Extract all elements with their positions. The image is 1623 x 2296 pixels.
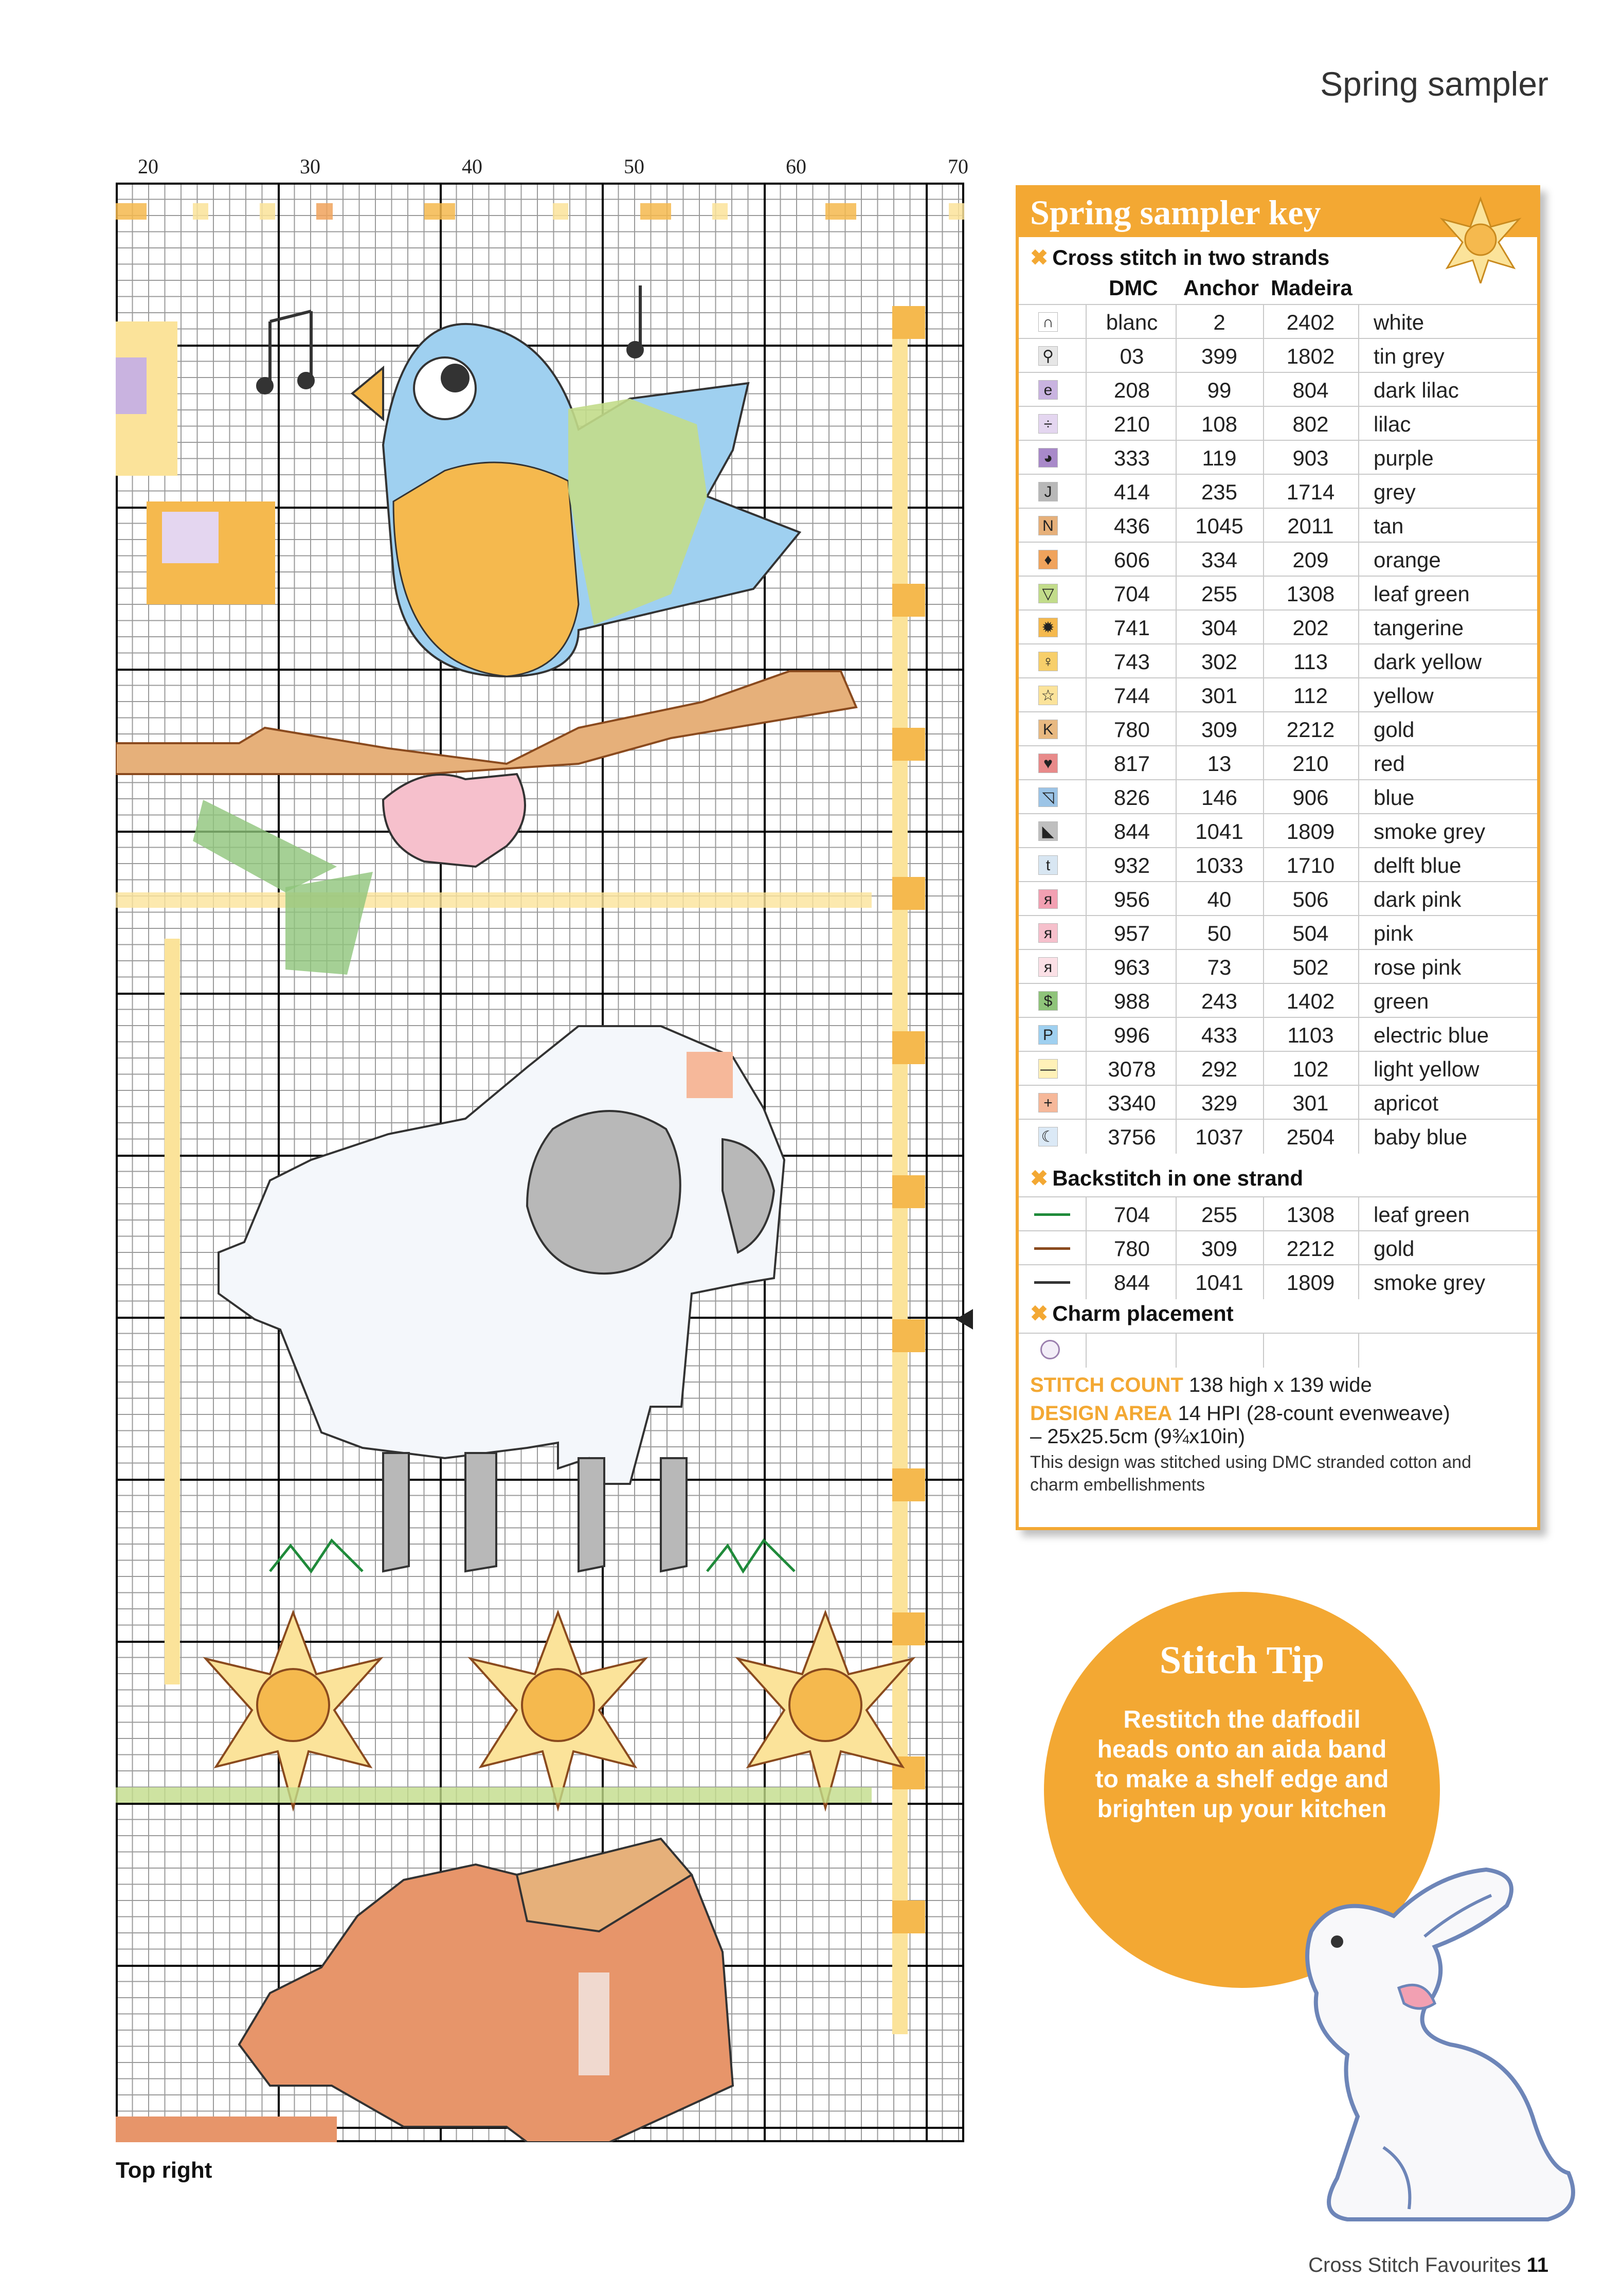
- madeira-code: 1308: [1286, 582, 1335, 606]
- madeira-code: 112: [1293, 684, 1328, 708]
- madeira-code: 802: [1292, 412, 1329, 436]
- key-row: [1019, 949, 1537, 984]
- running-head: Spring sampler: [1320, 65, 1548, 103]
- madeira-code: 2212: [1286, 1236, 1335, 1261]
- colour-name: light yellow: [1374, 1057, 1480, 1081]
- madeira-code: 504: [1292, 921, 1329, 945]
- symbol-icon: J: [1038, 482, 1058, 501]
- colour-name: tan: [1374, 514, 1404, 538]
- madeira-code: 2504: [1286, 1125, 1335, 1149]
- key-row: [1019, 372, 1537, 407]
- dmc-code: 3756: [1108, 1125, 1156, 1149]
- madeira-code: 1809: [1286, 819, 1335, 844]
- daffodil-icon: [1437, 196, 1524, 283]
- column-number: 20: [138, 155, 158, 178]
- backstitch-heading-text: Backstitch in one strand: [1052, 1166, 1303, 1190]
- symbol-icon: —: [1038, 1059, 1058, 1079]
- key-row: [1019, 643, 1537, 678]
- anchor-code: 1037: [1195, 1125, 1243, 1149]
- madeira-code: 903: [1292, 446, 1329, 470]
- dmc-code: 780: [1113, 1236, 1150, 1261]
- symbol-icon: N: [1038, 516, 1058, 535]
- key-row: [1019, 677, 1537, 712]
- key-note: This design was stitched using DMC stranded cotton and charm embellishments: [1030, 1452, 1472, 1495]
- key-row: [1019, 915, 1537, 950]
- anchor-code: 235: [1201, 480, 1238, 504]
- symbol-icon: ∩: [1038, 312, 1058, 332]
- colour-name: orange: [1374, 548, 1441, 572]
- dmc-code: 844: [1113, 819, 1150, 844]
- column-number: 40: [462, 155, 482, 178]
- anchor-code: 73: [1207, 955, 1232, 979]
- charm-icon: [1040, 1340, 1060, 1359]
- madeira-code: 301: [1292, 1091, 1329, 1115]
- key-row: [1019, 304, 1537, 339]
- symbol-icon: $: [1038, 991, 1058, 1011]
- colour-name: blue: [1374, 785, 1415, 810]
- symbol-icon: +: [1038, 1093, 1058, 1113]
- column-number: 60: [786, 155, 806, 178]
- symbol-icon: ◕: [1038, 448, 1058, 468]
- anchor-code: 1045: [1195, 514, 1243, 538]
- anchor-code: 146: [1201, 785, 1238, 810]
- backstitch-row: [1019, 1196, 1537, 1231]
- key-row: [1019, 406, 1537, 441]
- anchor-code: 292: [1201, 1057, 1238, 1081]
- madeira-code: 1802: [1286, 344, 1335, 368]
- colour-name: green: [1374, 989, 1429, 1013]
- colour-name: white: [1374, 310, 1424, 334]
- symbol-icon: ☆: [1038, 686, 1058, 705]
- colour-name: leaf green: [1374, 582, 1470, 606]
- stitch-count: [1030, 1374, 1372, 1397]
- symbol-icon: ÷: [1038, 414, 1058, 434]
- daffodil-row: [206, 1612, 913, 1808]
- col-head-anchor: Anchor: [1183, 276, 1259, 300]
- anchor-code: 50: [1207, 921, 1232, 945]
- colour-name: dark yellow: [1374, 650, 1482, 674]
- anchor-code: 302: [1201, 650, 1238, 674]
- madeira-code: 2011: [1287, 514, 1334, 538]
- colour-name: dark pink: [1374, 887, 1462, 911]
- dmc-code: blanc: [1106, 310, 1158, 334]
- symbol-icon: ⚲: [1038, 346, 1058, 366]
- dmc-code: 3340: [1108, 1091, 1156, 1115]
- column-number: 30: [300, 155, 320, 178]
- madeira-code: 202: [1292, 616, 1329, 640]
- design-area-label: DESIGN AREA: [1030, 1402, 1173, 1425]
- design-area-size: – 25x25.5cm (9¾x10in): [1030, 1425, 1246, 1448]
- dmc-code: 3078: [1108, 1057, 1156, 1081]
- charm-heading-text: Charm placement: [1052, 1301, 1234, 1325]
- anchor-code: 243: [1201, 989, 1238, 1013]
- cross-mark-icon: ✖: [1030, 1166, 1049, 1190]
- madeira-code: 209: [1292, 548, 1329, 572]
- charm-heading: [1030, 1301, 1234, 1326]
- colour-name: electric blue: [1374, 1023, 1489, 1047]
- colour-name: pink: [1374, 921, 1414, 945]
- column-number: 70: [948, 155, 968, 178]
- design-area-value: 14 HPI (28-count evenweave): [1178, 1402, 1450, 1425]
- backstitch-row: [1019, 1264, 1537, 1299]
- colour-name: apricot: [1374, 1091, 1439, 1115]
- key-row: [1019, 440, 1537, 475]
- anchor-code: 309: [1201, 718, 1238, 742]
- folio: [1308, 2254, 1548, 2277]
- dmc-code: 957: [1113, 921, 1150, 945]
- key-row: [1019, 1051, 1537, 1086]
- madeira-code: 2212: [1286, 718, 1335, 742]
- symbol-icon: t: [1038, 855, 1058, 875]
- cross-mark-icon: ✖: [1030, 245, 1049, 270]
- anchor-code: 99: [1207, 378, 1232, 402]
- anchor-code: 433: [1201, 1023, 1238, 1047]
- chart-caption: Top right: [116, 2158, 212, 2183]
- symbol-icon: P: [1038, 1025, 1058, 1045]
- symbol-icon: ☾: [1038, 1127, 1058, 1146]
- anchor-code: 1041: [1195, 819, 1243, 844]
- colour-name: tangerine: [1374, 616, 1464, 640]
- backstitch-line: [1034, 1247, 1070, 1250]
- cross-stitch-chart: [116, 183, 964, 2142]
- column-number: 50: [624, 155, 644, 178]
- symbol-icon: ▽: [1038, 584, 1058, 603]
- dmc-code: 704: [1113, 582, 1150, 606]
- colour-name: leaf green: [1374, 1203, 1470, 1227]
- backstitch-row: [1019, 1230, 1537, 1265]
- key-row: [1019, 609, 1537, 644]
- madeira-code: 102: [1292, 1057, 1329, 1081]
- page-number: 11: [1526, 2254, 1548, 2276]
- charm-row: [1019, 1333, 1537, 1368]
- top-border: [116, 203, 964, 220]
- colour-name: rose pink: [1374, 955, 1462, 979]
- colour-name: tin grey: [1374, 344, 1445, 368]
- dmc-code: 436: [1113, 514, 1150, 538]
- dmc-code: 988: [1113, 989, 1150, 1013]
- symbol-icon: ᴙ: [1038, 923, 1058, 943]
- center-marker-arrow: [955, 1309, 973, 1330]
- anchor-code: 255: [1201, 1203, 1238, 1227]
- madeira-code: 1308: [1286, 1203, 1335, 1227]
- key-row: [1019, 508, 1537, 543]
- stitch-tip-title: Stitch Tip: [1159, 1639, 1325, 1682]
- anchor-code: 301: [1201, 684, 1238, 708]
- colour-name: yellow: [1374, 684, 1434, 708]
- dmc-code: 741: [1113, 616, 1150, 640]
- dmc-code: 704: [1113, 1203, 1150, 1227]
- backstitch-heading: [1030, 1165, 1303, 1191]
- symbol-icon: K: [1038, 720, 1058, 739]
- key-row: [1019, 1017, 1537, 1052]
- anchor-code: 334: [1201, 548, 1238, 572]
- colour-name: delft blue: [1374, 853, 1462, 877]
- col-head-madeira: Madeira: [1271, 276, 1352, 300]
- dmc-code: 996: [1113, 1023, 1150, 1047]
- madeira-code: 506: [1292, 887, 1329, 911]
- dmc-code: 333: [1113, 446, 1150, 470]
- anchor-code: 329: [1201, 1091, 1238, 1115]
- dmc-code: 03: [1120, 344, 1144, 368]
- key-row: [1019, 711, 1537, 746]
- symbol-icon: ♀: [1038, 652, 1058, 671]
- anchor-code: 119: [1202, 446, 1237, 470]
- backstitch-line: [1034, 1281, 1070, 1284]
- colour-name: baby blue: [1374, 1125, 1468, 1149]
- colour-name: dark lilac: [1374, 378, 1459, 402]
- symbol-icon: ᴙ: [1038, 957, 1058, 977]
- key-row: [1019, 983, 1537, 1018]
- anchor-code: 255: [1201, 582, 1238, 606]
- anchor-code: 304: [1201, 616, 1238, 640]
- cross-mark-icon: ✖: [1030, 1301, 1049, 1325]
- symbol-icon: ♦: [1038, 550, 1058, 569]
- madeira-code: 113: [1293, 650, 1328, 674]
- madeira-code: 1710: [1286, 853, 1335, 877]
- key-row: [1019, 813, 1537, 848]
- madeira-code: 2402: [1286, 310, 1335, 334]
- key-row: [1019, 338, 1537, 373]
- anchor-code: 108: [1201, 412, 1238, 436]
- stitch-count-label: STITCH COUNT: [1030, 1374, 1183, 1396]
- anchor-code: 399: [1201, 344, 1238, 368]
- key-row: [1019, 779, 1537, 814]
- key-row: [1019, 1119, 1537, 1154]
- colour-name: red: [1374, 751, 1405, 776]
- cross-stitch-heading-text: Cross stitch in two strands: [1052, 245, 1330, 270]
- cross-stitch-heading: [1030, 245, 1329, 270]
- colour-name: grey: [1374, 480, 1416, 504]
- anchor-code: 1041: [1195, 1270, 1243, 1295]
- anchor-code: 309: [1201, 1236, 1238, 1261]
- dmc-code: 932: [1113, 853, 1150, 877]
- dmc-code: 414: [1113, 480, 1150, 504]
- colour-name: smoke grey: [1374, 819, 1486, 844]
- madeira-code: 1809: [1286, 1270, 1335, 1295]
- dmc-code: 963: [1113, 955, 1150, 979]
- key-row: [1019, 474, 1537, 509]
- bunny-stitch-image: [1281, 1859, 1584, 2225]
- dmc-code: 606: [1113, 548, 1150, 572]
- col-head-dmc: DMC: [1109, 276, 1158, 300]
- madeira-code: 906: [1292, 785, 1329, 810]
- madeira-code: 502: [1292, 955, 1329, 979]
- sampler-key-panel: [1016, 185, 1540, 1530]
- design-area: [1030, 1402, 1450, 1425]
- madeira-code: 1103: [1287, 1023, 1334, 1047]
- madeira-code: 1402: [1286, 989, 1335, 1013]
- key-row: [1019, 745, 1537, 780]
- madeira-code: 804: [1292, 378, 1329, 402]
- anchor-code: 13: [1207, 751, 1232, 776]
- anchor-code: 1033: [1195, 853, 1243, 877]
- stitch-tip-text: Restitch the daffodil heads onto an aida band to make a shelf edge and brighten up your kitchen: [1095, 1706, 1389, 1823]
- madeira-code: 210: [1292, 751, 1329, 776]
- key-row: [1019, 881, 1537, 916]
- dmc-code: 210: [1113, 412, 1150, 436]
- dmc-code: 208: [1113, 378, 1150, 402]
- symbol-icon: ◹: [1038, 787, 1058, 807]
- symbol-icon: ◣: [1038, 821, 1058, 841]
- backstitch-line: [1034, 1213, 1070, 1216]
- dmc-code: 844: [1113, 1270, 1150, 1295]
- key-title: Spring sampler key: [1030, 193, 1321, 232]
- dmc-code: 826: [1113, 785, 1150, 810]
- colour-name: gold: [1374, 1236, 1415, 1261]
- key-row: [1019, 576, 1537, 611]
- symbol-icon: ✹: [1038, 618, 1058, 637]
- dmc-code: 743: [1113, 650, 1150, 674]
- symbol-icon: e: [1038, 380, 1058, 400]
- colour-name: purple: [1374, 446, 1434, 470]
- dmc-code: 956: [1113, 887, 1150, 911]
- dmc-code: 744: [1113, 684, 1150, 708]
- key-row: [1019, 847, 1537, 882]
- dmc-code: 780: [1113, 718, 1150, 742]
- symbol-icon: ᴙ: [1038, 889, 1058, 909]
- colour-name: smoke grey: [1374, 1270, 1486, 1295]
- key-row: [1019, 542, 1537, 577]
- chart-motifs: [116, 183, 964, 2142]
- folio-text: Cross Stitch Favourites: [1308, 2254, 1521, 2276]
- anchor-code: 2: [1213, 310, 1225, 334]
- stitch-count-value: 138 high x 139 wide: [1188, 1374, 1372, 1396]
- colour-name: lilac: [1374, 412, 1411, 436]
- anchor-code: 40: [1207, 887, 1232, 911]
- symbol-icon: ♥: [1038, 754, 1058, 773]
- key-row: [1019, 1085, 1537, 1120]
- madeira-code: 1714: [1286, 480, 1335, 504]
- colour-name: gold: [1374, 718, 1415, 742]
- dmc-code: 817: [1113, 751, 1150, 776]
